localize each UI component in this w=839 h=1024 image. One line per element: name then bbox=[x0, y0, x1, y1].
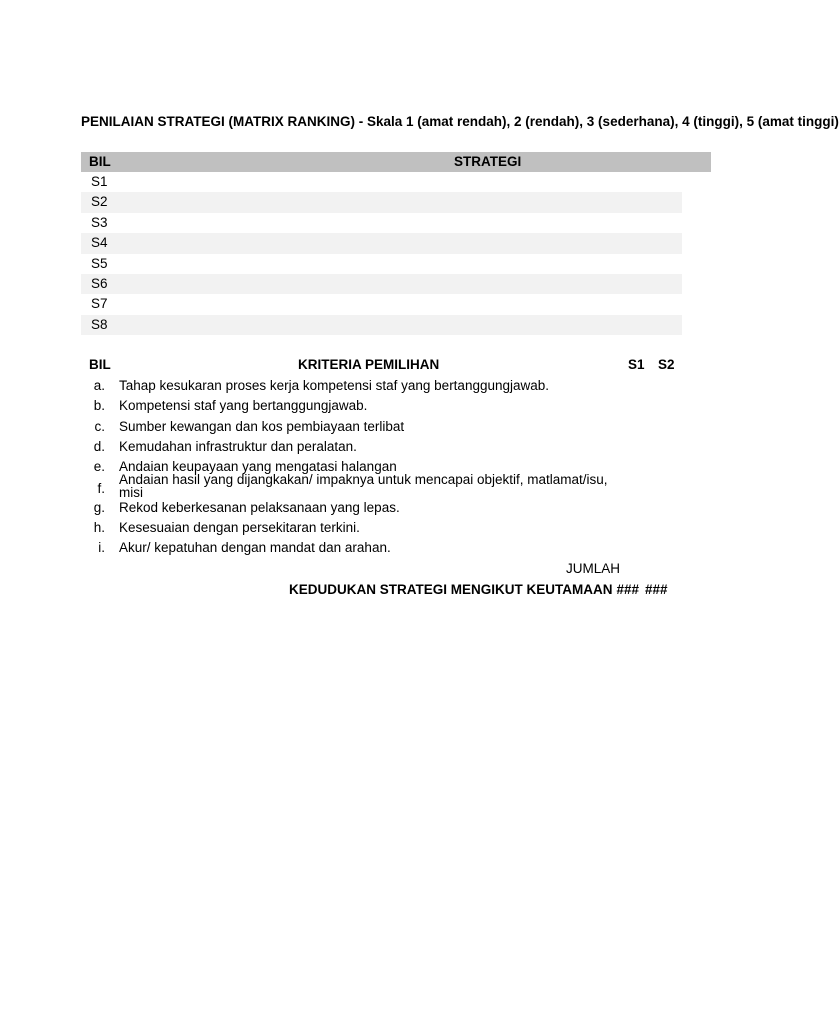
header-bil: BIL bbox=[89, 357, 111, 372]
criteria-text: Rekod keberkesanan pelaksanaan yang lepas. bbox=[119, 499, 400, 515]
strategy-code: S5 bbox=[91, 255, 108, 271]
strategy-row bbox=[81, 315, 682, 335]
kedudukan-row bbox=[289, 580, 668, 600]
strategy-table-body bbox=[81, 172, 682, 335]
strategy-row bbox=[81, 274, 682, 294]
criteria-text: Kompetensi staf yang bertanggungjawab. bbox=[119, 398, 368, 414]
criteria-row bbox=[81, 538, 641, 558]
kedudukan-s1-value: ### bbox=[616, 582, 640, 597]
strategy-code: S7 bbox=[91, 296, 108, 312]
criteria-row bbox=[81, 396, 641, 416]
criteria-text: Akur/ kepatuhan dengan mandat dan arahan. bbox=[119, 540, 391, 556]
jumlah-label: JUMLAH bbox=[566, 561, 621, 576]
header-kriteria: KRITERIA PEMILIHAN bbox=[298, 357, 440, 372]
criteria-table-body bbox=[81, 376, 641, 559]
header-bil: BIL bbox=[89, 154, 111, 169]
strategy-code: S3 bbox=[91, 214, 108, 230]
criteria-letter: c. bbox=[94, 418, 105, 434]
criteria-table-header bbox=[81, 355, 681, 375]
criteria-letter: f. bbox=[97, 481, 105, 497]
page-title: PENILAIAN STRATEGI (MATRIX RANKING) - Skala 1 (amat rendah), 2 (rendah), 3 (sederhana), 4 (tinggi), 5 (amat tinggi) bbox=[81, 114, 839, 129]
criteria-row bbox=[81, 472, 641, 501]
criteria-row bbox=[81, 417, 641, 437]
strategy-row bbox=[81, 192, 682, 212]
criteria-row bbox=[81, 437, 641, 457]
criteria-text: Andaian keupayaan yang mengatasi halangan bbox=[119, 459, 397, 475]
strategy-code: S8 bbox=[91, 316, 108, 332]
criteria-row bbox=[81, 376, 641, 396]
strategy-code: S1 bbox=[91, 174, 108, 189]
criteria-letter: d. bbox=[93, 438, 105, 454]
criteria-letter: a. bbox=[93, 378, 105, 393]
strategy-code: S6 bbox=[91, 275, 108, 291]
strategy-code: S2 bbox=[91, 194, 108, 210]
strategy-row bbox=[81, 213, 682, 233]
strategy-code: S4 bbox=[91, 235, 108, 251]
criteria-text: Andaian hasil yang dijangkakan/ impaknya untuk mencapai objektif, matlamat/isu, misi bbox=[119, 472, 608, 501]
criteria-text: Tahap kesukaran proses kerja kompetensi staf yang bertanggungjawab. bbox=[119, 378, 550, 393]
criteria-text: Kesesuaian dengan persekitaran terkini. bbox=[119, 520, 360, 536]
header-strategi: STRATEGI bbox=[454, 154, 522, 169]
criteria-text: Sumber kewangan dan kos pembiayaan terlibat bbox=[119, 418, 405, 434]
criteria-text: Kemudahan infrastruktur dan peralatan. bbox=[119, 438, 357, 454]
criteria-letter: i. bbox=[98, 540, 105, 556]
criteria-letter: e. bbox=[93, 459, 105, 475]
criteria-letter: g. bbox=[93, 499, 105, 515]
criteria-letter: h. bbox=[93, 520, 105, 536]
criteria-letter: b. bbox=[93, 398, 105, 414]
strategy-row bbox=[81, 254, 682, 274]
strategy-row bbox=[81, 233, 682, 253]
strategy-row bbox=[81, 294, 682, 314]
criteria-row bbox=[81, 498, 641, 518]
kedudukan-s2-value: ### bbox=[645, 582, 668, 597]
header-s2: S2 bbox=[658, 357, 675, 372]
strategy-table-header bbox=[81, 152, 711, 172]
strategy-row bbox=[81, 172, 682, 192]
kedudukan-label: KEDUDUKAN STRATEGI MENGIKUT KEUTAMAAN bbox=[289, 582, 613, 597]
header-s1: S1 bbox=[628, 357, 645, 372]
criteria-row bbox=[81, 518, 641, 538]
